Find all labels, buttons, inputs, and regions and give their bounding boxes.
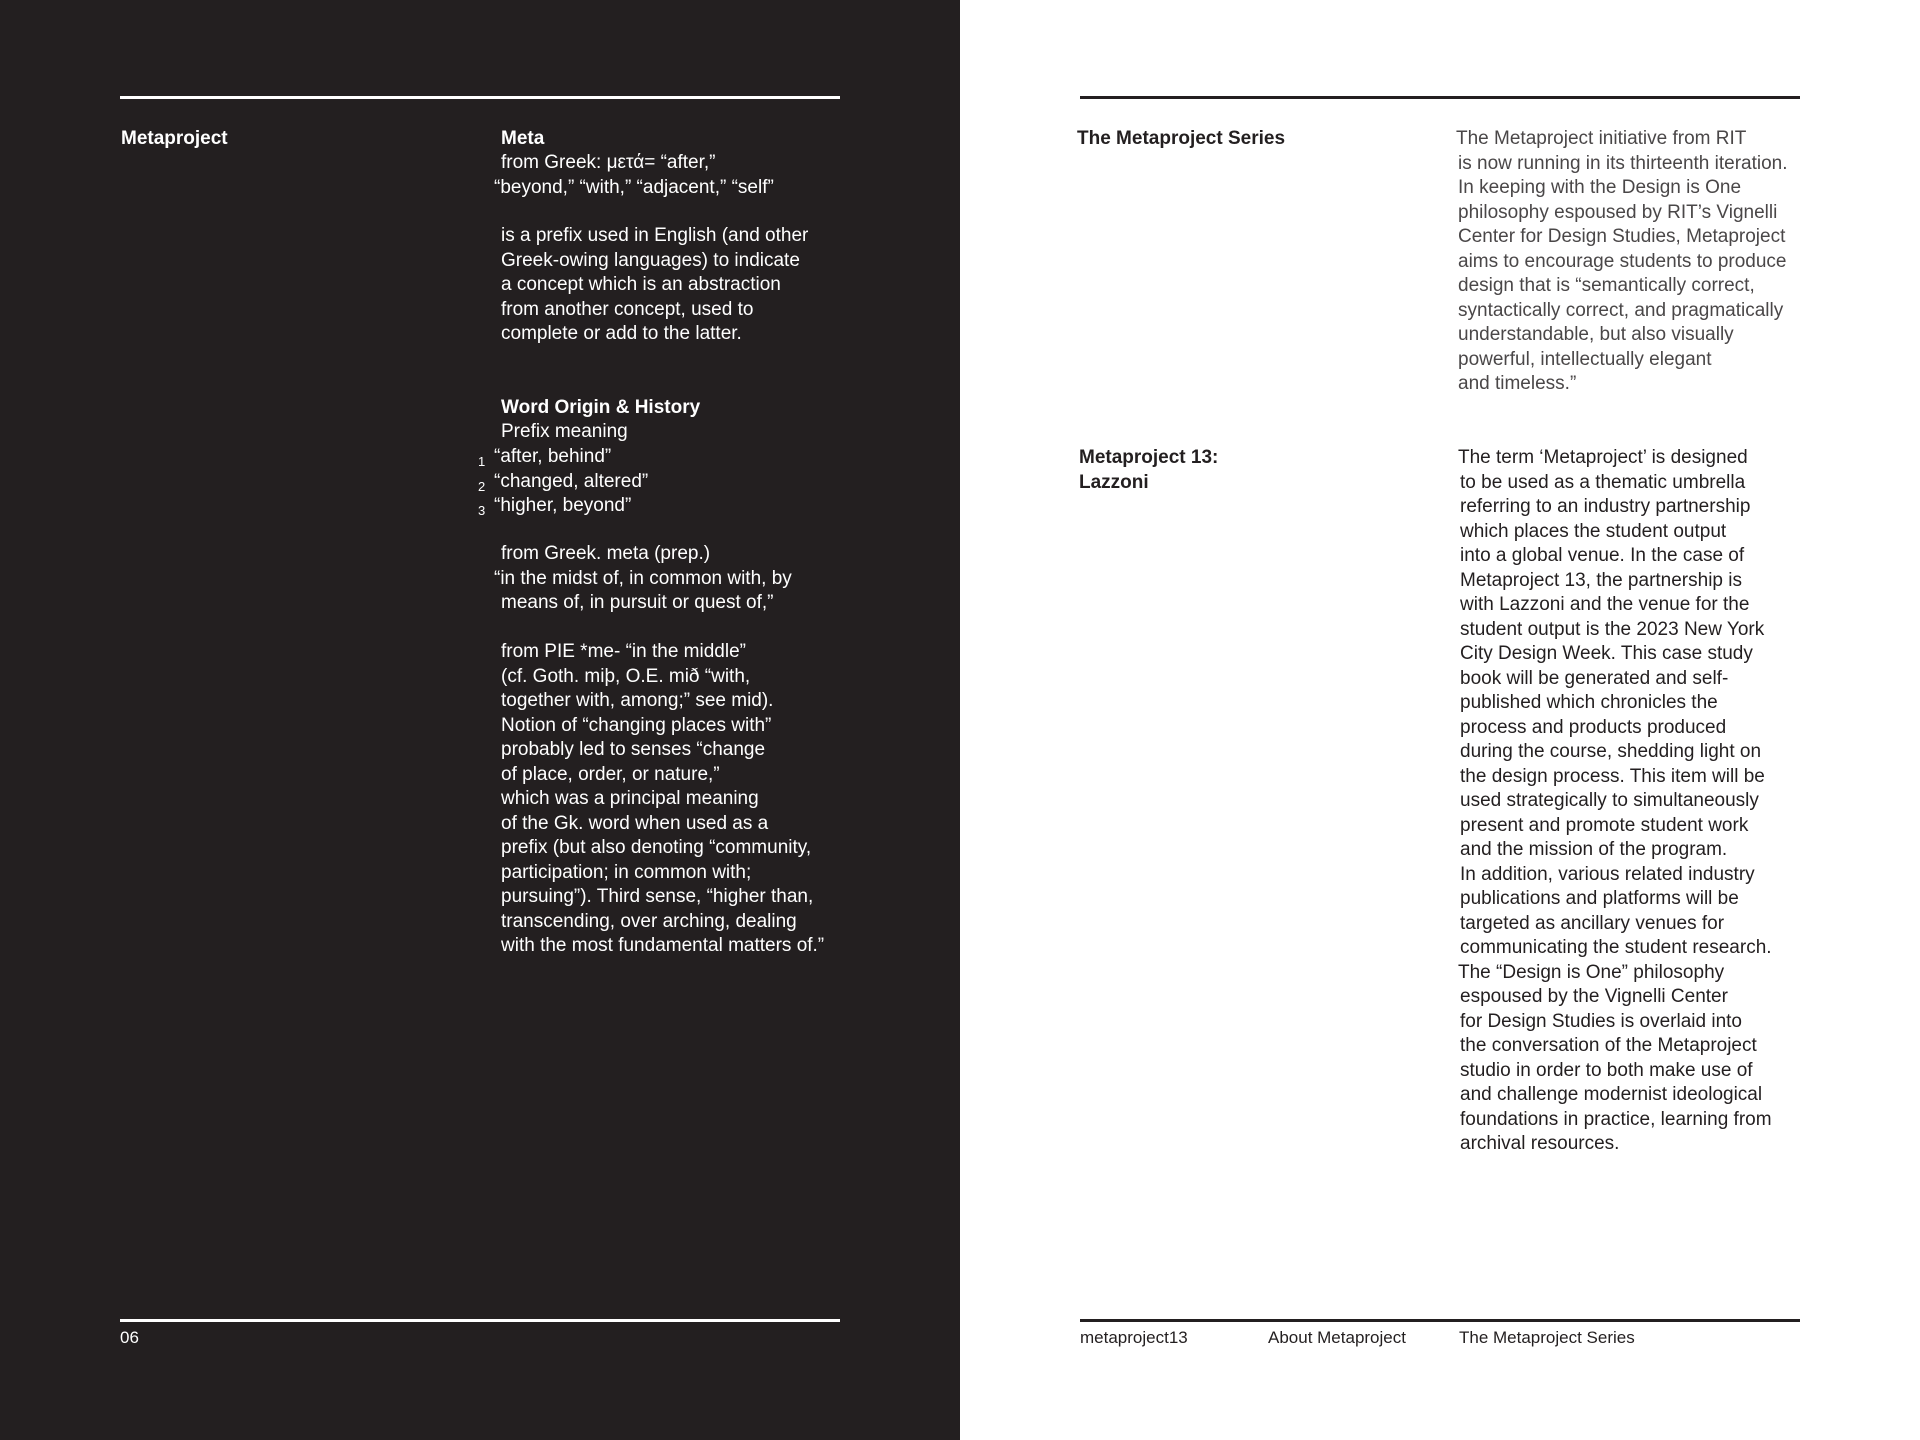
series-line: The Metaproject initiative from RIT	[1456, 128, 1747, 149]
meaning-item	[478, 494, 648, 519]
right-page	[960, 0, 1920, 1440]
mp13-line: for Design Studies is overlaid into	[1460, 1010, 1742, 1032]
mp13-line: and the mission of the program.	[1460, 839, 1728, 860]
meta-def-line: from Greek: μετά= “after,”	[501, 152, 716, 173]
pie-line: which was a principal meaning	[501, 788, 759, 809]
meaning-text: “changed, altered”	[494, 470, 649, 492]
mp13-line: process and products produced	[1460, 716, 1727, 738]
top-rule	[120, 96, 840, 99]
series-line: design that is “semantically correct,	[1458, 275, 1755, 296]
series-line: aims to encourage students to produce	[1458, 250, 1787, 272]
mp13-line: book will be generated and self-	[1460, 667, 1729, 689]
footer-publication: metaproject13	[1080, 1328, 1188, 1347]
mp13-line: to be used as a thematic umbrella	[1460, 471, 1746, 493]
meta-desc-line: complete or add to the latter.	[501, 323, 742, 344]
page-number: 06	[120, 1328, 139, 1347]
meaning-item	[478, 445, 648, 470]
mp13-line: targeted as ancillary venues for	[1460, 912, 1725, 934]
mp13-line: espoused by the Vignelli Center	[1460, 986, 1728, 1007]
series-line: and timeless.”	[1458, 373, 1577, 394]
bottom-rule	[120, 1319, 840, 1322]
mp13-heading	[1079, 446, 1218, 495]
mp13-line: The term ‘Metaproject’ is designed	[1458, 447, 1748, 468]
series-heading: The Metaproject Series	[1077, 128, 1286, 149]
mp13-line: which places the student output	[1460, 520, 1727, 542]
greek-prep-line: “in the midst of, in common with, by	[494, 567, 792, 589]
mp13-line: used strategically to simultaneously	[1460, 790, 1759, 811]
meta-def-line: “beyond,” “with,” “adjacent,” “self”	[494, 176, 774, 198]
series-text	[1456, 127, 1788, 397]
meanings-list	[478, 445, 649, 519]
mp13-line: communicating the student research.	[1460, 937, 1772, 958]
pie-line: (cf. Goth. miþ, O.E. mið “with,	[501, 665, 751, 687]
pie-line: transcending, over arching, dealing	[501, 910, 797, 932]
mp13-line: the design process. This item will be	[1460, 765, 1765, 787]
mp13-line: with Lazzoni and the venue for the	[1460, 594, 1750, 615]
mp13-line: studio in order to both make use of	[1460, 1059, 1753, 1081]
meaning-text: “after, behind”	[494, 446, 612, 467]
mp13-line: City Design Week. This case study	[1460, 643, 1753, 664]
meta-desc-line: from another concept, used to	[501, 298, 754, 320]
mp13-line: In addition, various related industry	[1460, 863, 1755, 885]
pie-line: together with, among;” see mid).	[501, 690, 774, 711]
mp13-line: publications and platforms will be	[1460, 888, 1739, 909]
pie-line: probably led to senses “change	[501, 739, 766, 760]
pie-line: participation; in common with;	[501, 861, 752, 883]
meaning-text: “higher, beyond”	[494, 495, 632, 516]
section-label: Metaproject	[121, 128, 228, 149]
footer-section: About Metaproject	[1268, 1328, 1406, 1347]
mp13-line: present and promote student work	[1460, 814, 1749, 836]
top-rule	[1080, 96, 1800, 99]
series-line: syntactically correct, and pragmatically	[1458, 299, 1784, 321]
meta-description	[501, 224, 808, 347]
mp13-text	[1458, 446, 1772, 1157]
greek-prep-line: means of, in pursuit or quest of,”	[501, 592, 774, 613]
mp13-line: during the course, shedding light on	[1460, 741, 1762, 762]
bottom-rule	[1080, 1319, 1800, 1322]
mp13-line: and challenge modernist ideological	[1460, 1084, 1763, 1105]
mp13-line: the conversation of the Metaproject	[1460, 1035, 1757, 1056]
pie-line: pursuing”). Third sense, “higher than,	[501, 886, 814, 907]
mp13-line: The “Design is One” philosophy	[1458, 961, 1725, 983]
meta-desc-line: a concept which is an abstraction	[501, 274, 781, 295]
series-line: In keeping with the Design is One	[1458, 177, 1742, 198]
origin-heading: Word Origin & History	[501, 397, 701, 418]
mp13-line: foundations in practice, learning from	[1460, 1108, 1772, 1130]
mp13-line: student output is the 2023 New York	[1460, 618, 1765, 640]
meta-heading: Meta	[501, 128, 545, 149]
series-line: is now running in its thirteenth iteration.	[1458, 152, 1788, 174]
meaning-number: 1	[478, 454, 486, 469]
meta-definition	[494, 151, 774, 200]
meta-desc-line: Greek-owing languages) to indicate	[501, 249, 800, 271]
series-line: Center for Design Studies, Metaproject	[1458, 226, 1786, 247]
series-line: philosophy espoused by RIT’s Vignelli	[1458, 201, 1778, 223]
pie-line: of the Gk. word when used as a	[501, 812, 769, 834]
pie-line: of place, order, or nature,”	[501, 763, 720, 785]
mp13-line: Metaproject 13, the partnership is	[1460, 569, 1742, 591]
mp13-line: into a global venue. In the case of	[1460, 545, 1745, 566]
meaning-number: 2	[478, 478, 486, 494]
pie-line: Notion of “changing places with”	[501, 714, 772, 736]
meaning-number: 3	[478, 503, 486, 518]
mp13-line: referring to an industry partnership	[1460, 496, 1751, 517]
footer-subsection: The Metaproject Series	[1459, 1328, 1635, 1347]
greek-prep-line: from Greek. meta (prep.)	[501, 543, 711, 564]
pie-text	[501, 640, 824, 959]
pie-line: with the most fundamental matters of.”	[501, 935, 825, 956]
mp13-line: published which chronicles the	[1460, 692, 1718, 713]
mp13-line: archival resources.	[1460, 1133, 1620, 1154]
meta-desc-line: is a prefix used in English (and other	[501, 225, 809, 246]
pie-line: from PIE *me- “in the middle”	[501, 641, 746, 662]
origin-intro: Prefix meaning	[501, 421, 628, 442]
meaning-item	[478, 470, 649, 495]
greek-prep	[494, 542, 792, 616]
series-line: understandable, but also visually	[1458, 324, 1734, 345]
mp13-heading-line: Metaproject 13:	[1079, 447, 1219, 468]
pie-line: prefix (but also denoting “community,	[501, 837, 812, 858]
mp13-heading-line: Lazzoni	[1079, 471, 1149, 493]
series-line: powerful, intellectually elegant	[1458, 348, 1712, 370]
